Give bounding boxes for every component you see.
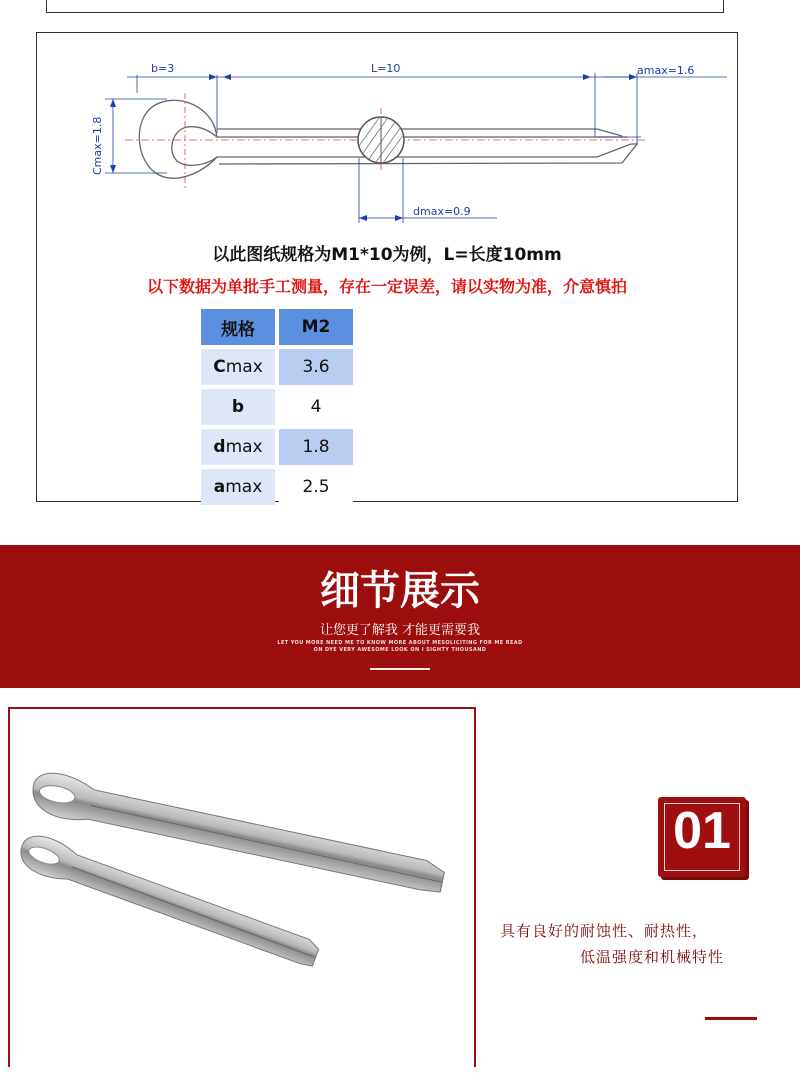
example-caption: 以此图纸规格为M1*10为例，L=长度10mm — [212, 245, 562, 265]
header-cell-size: M2 — [279, 309, 353, 345]
header-cell-spec: 规格 — [201, 309, 275, 345]
banner-title: 细节展示 — [320, 568, 480, 614]
detail-banner — [0, 545, 800, 688]
dim-cmax-label: Cmax=1.8 — [91, 116, 104, 175]
feature-number-badge — [658, 797, 746, 877]
banner-subtitle: 让您更了解我 才能更需要我 — [319, 623, 481, 638]
row-label-letter: d — [213, 437, 226, 457]
row-label-suffix: max — [225, 357, 263, 377]
row-label-letter: a — [213, 477, 226, 497]
table-row — [201, 429, 353, 465]
dim-amax-label: amax=1.6 — [637, 64, 695, 77]
dim-dmax-label: dmax=0.9 — [413, 205, 471, 218]
row-value: 4 — [279, 389, 353, 425]
row-label-amax — [201, 469, 275, 505]
measurement-warning: 以下数据为单批手工测量，存在一定误差，请以实物为准，介意慎拍 — [146, 277, 627, 296]
table-row — [201, 389, 353, 425]
table-header-row — [201, 309, 353, 345]
row-label-letter: b — [231, 397, 245, 417]
banner-divider — [370, 668, 430, 670]
row-label-suffix: max — [225, 437, 263, 457]
row-value: 2.5 — [279, 469, 353, 505]
product-photo — [8, 707, 476, 1067]
accent-divider — [705, 1017, 757, 1020]
badge-number: 01 — [673, 802, 731, 860]
previous-section-frame — [46, 0, 724, 13]
dim-b-label: b=3 — [151, 62, 175, 75]
cotter-pin-photo — [10, 709, 474, 1069]
row-label-letter: C — [213, 357, 226, 377]
spec-drawing-panel — [36, 32, 738, 502]
row-value: 1.8 — [279, 429, 353, 465]
row-label-suffix: max — [225, 477, 263, 497]
feature-text-line-2: 低温强度和机械特性 — [580, 948, 725, 966]
row-label-cmax — [201, 349, 275, 385]
row-label-b — [201, 389, 275, 425]
banner-english-line-2: ON DYE VERY AWESOME LOOK ON I SIGHTY THOUSAND — [313, 647, 487, 653]
feature-text-line-1: 具有良好的耐蚀性、耐热性， — [500, 922, 709, 940]
dim-l-label: L=10 — [371, 62, 401, 75]
table-row — [201, 349, 353, 385]
banner-english-line-1: LET YOU MORE NEED ME TO KNOW MORE ABOUT MESOLICITING FOR ME READ — [277, 640, 523, 646]
row-value: 3.6 — [279, 349, 353, 385]
row-label-dmax — [201, 429, 275, 465]
spec-table — [197, 305, 357, 509]
cotter-pin-drawing — [37, 33, 737, 233]
table-row — [201, 469, 353, 505]
